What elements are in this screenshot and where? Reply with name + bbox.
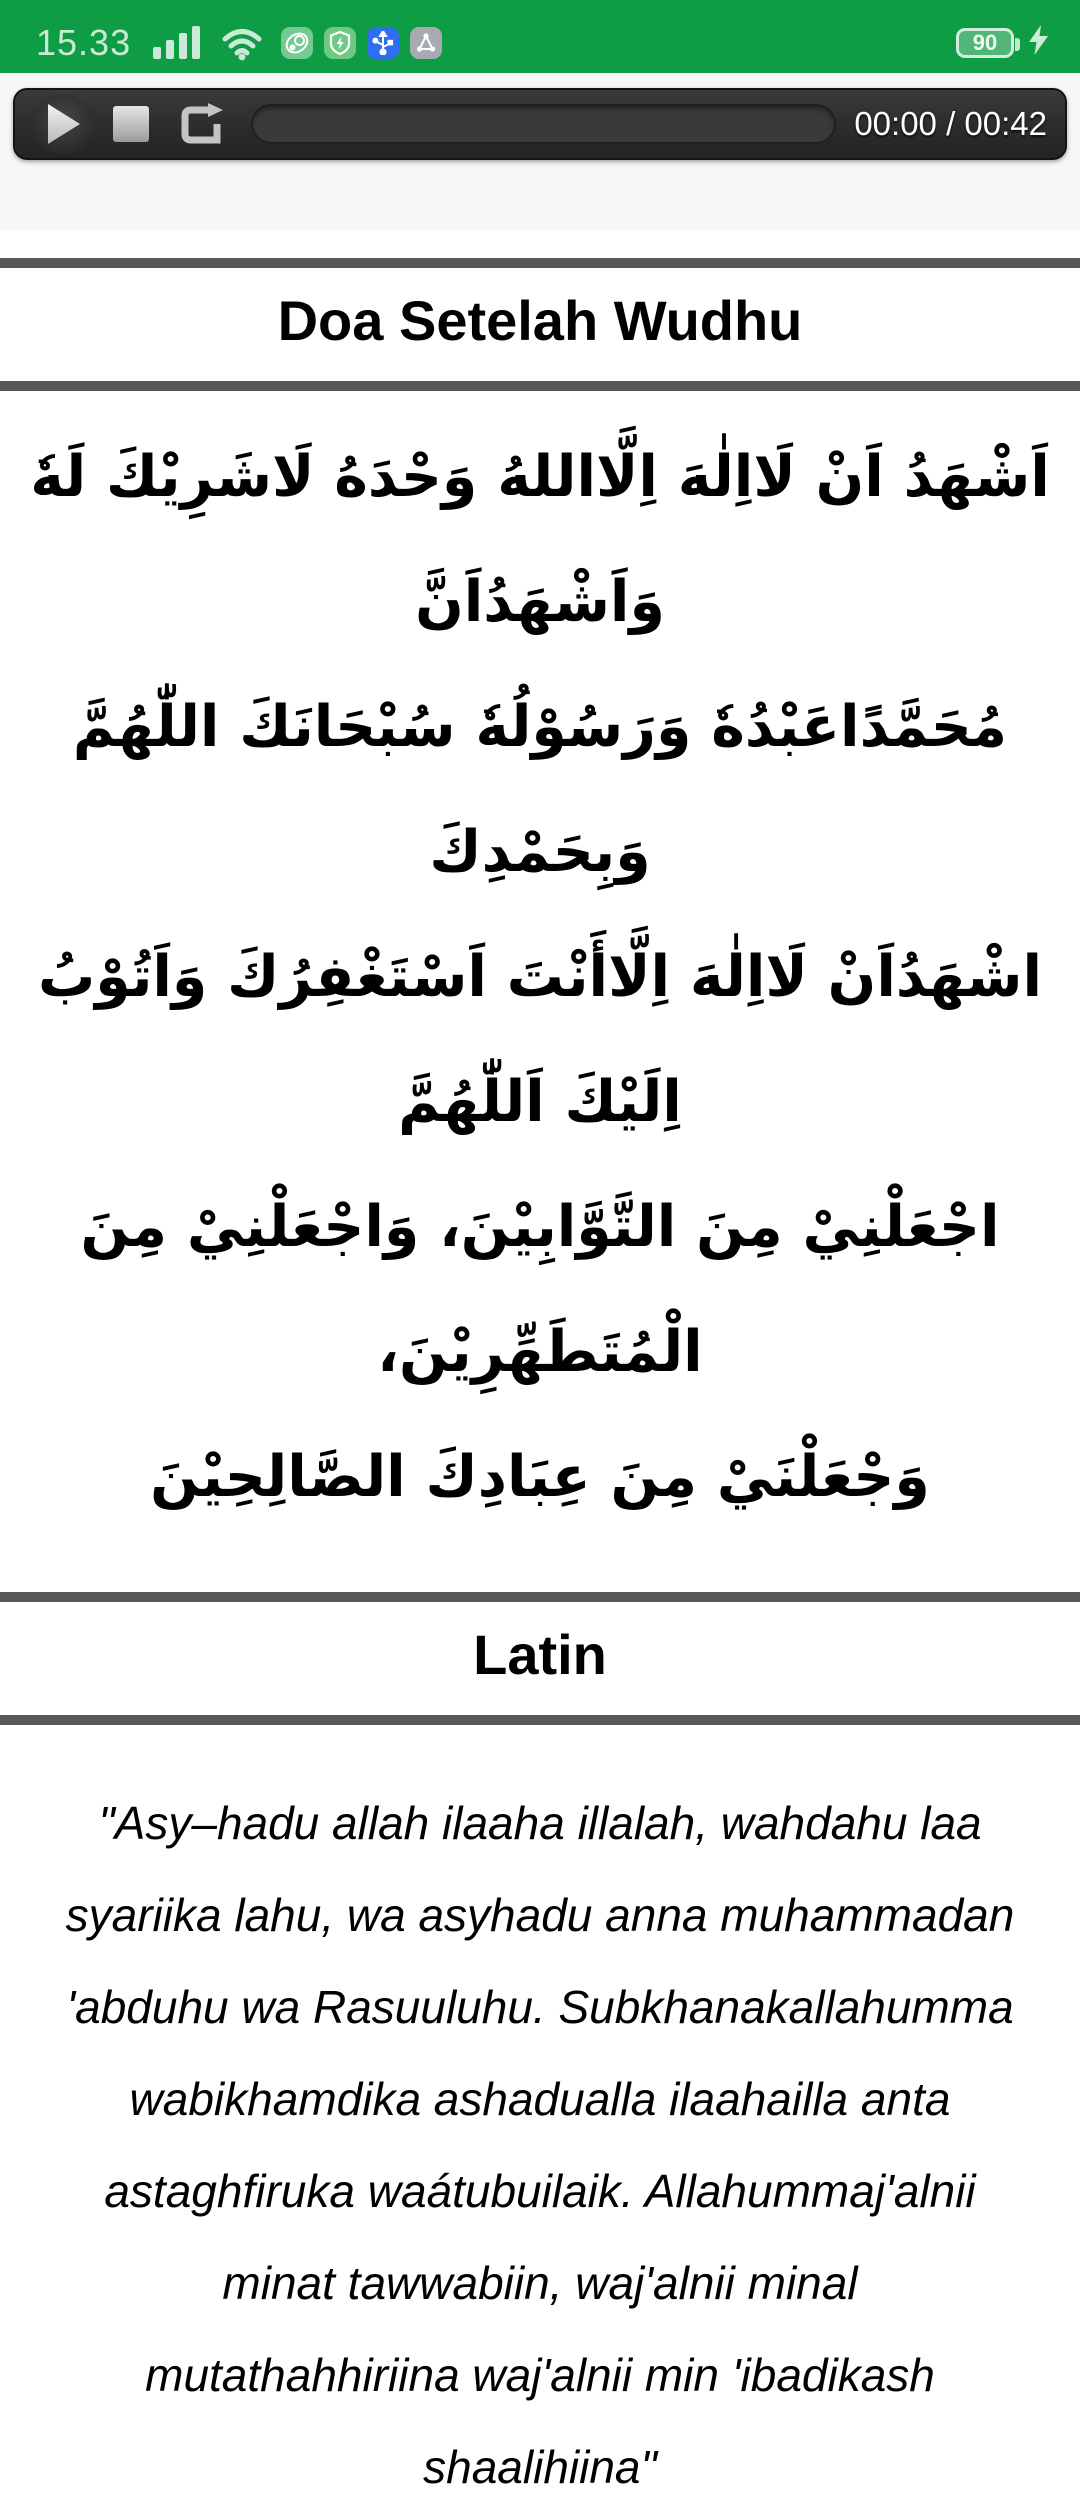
latin-transliteration — [0, 1725, 1080, 2513]
wifi-icon — [221, 25, 263, 61]
export-icon — [179, 102, 227, 146]
audio-player-section — [0, 73, 1080, 230]
play-button[interactable] — [33, 94, 93, 154]
latin-line: astaghfiruka waátubuilaik. Allahummaj'alnii — [104, 2165, 976, 2217]
network-share-app-notification-icon — [410, 27, 442, 59]
latin-line: mutathahhiriina waj'alnii min 'ibadikash — [145, 2349, 935, 2401]
separator-line — [0, 381, 1080, 391]
battery-icon — [956, 28, 1014, 58]
charging-bolt-icon — [1028, 25, 1050, 60]
arabic-prayer-text — [0, 391, 1080, 1592]
latin-line: syariika lahu, wa asyhadu anna muhammadan — [65, 1889, 1015, 1941]
arabic-line: اجْعَلْنِيْ مِنَ التَّوَّابِيْنَ، وَاجْعَلْنِيْ مِنَ الْمُتَطَهِّرِيْنَ، — [80, 1194, 1000, 1385]
separator-line — [0, 1715, 1080, 1725]
seek-bar[interactable] — [251, 104, 836, 144]
battery-level-text: 90 — [972, 29, 998, 55]
clock-text: 15.33 — [36, 21, 132, 63]
stop-button[interactable] — [113, 106, 149, 142]
latin-line: 'abduhu wa Rasuuluhu. Subkhanakallahumma — [66, 1981, 1014, 2033]
arabic-line: مُحَمَّدًاعَبْدُهٗ وَرَسُوْلُهٗ سُبْحَانَكَ اللّٰهُمَّ وَبِحَمْدِكَ — [72, 694, 1008, 885]
status-bar-left — [36, 22, 453, 64]
latin-heading: Latin — [473, 1623, 607, 1686]
status-bar-right — [956, 25, 1050, 60]
usb-connected-icon — [367, 27, 399, 59]
latin-line: shaalihiina" — [423, 2441, 657, 2493]
circles-app-notification-icon — [281, 27, 313, 59]
audio-player — [13, 88, 1067, 160]
status-bar — [0, 0, 1080, 73]
arabic-line: وَجْعَلْنَيْ مِنَ عِبَادِكَ الصَّالِحِيْنَ — [150, 1444, 930, 1510]
time-display: 00:00 / 00:42 — [854, 105, 1047, 142]
spacer — [0, 230, 1080, 258]
cellular-signal-icon — [153, 26, 205, 59]
latin-line: wabikhamdika ashadualla ilaahailla anta — [129, 2073, 951, 2125]
export-button[interactable] — [179, 102, 227, 146]
latin-line: minat tawwabiin, waj'alnii minal — [222, 2257, 858, 2309]
separator-line — [0, 1592, 1080, 1602]
shield-bolt-app-notification-icon — [324, 27, 356, 59]
latin-line: "Asy–hadu allah ilaaha illalah, wahdahu laa — [98, 1797, 982, 1849]
stop-icon — [113, 106, 149, 142]
page-title: Doa Setelah Wudhu — [277, 289, 803, 352]
separator-line — [0, 258, 1080, 268]
arabic-line: اَشْهَدُ اَنْ لَااِلٰهَ اِلَّااللهُ وَحْدَهُ لَاشَرِيْكَ لَهٗ وَاَشْهَدُاَنَّ — [30, 444, 1050, 635]
arabic-line: اشْهَدُاَنْ لَااِلٰهَ اِلَّاأَنْتَ اَسْتَغْفِرُكَ وَاَتُوْبُ اِلَيْكَ اَللّٰهُمَّ — [37, 944, 1043, 1135]
